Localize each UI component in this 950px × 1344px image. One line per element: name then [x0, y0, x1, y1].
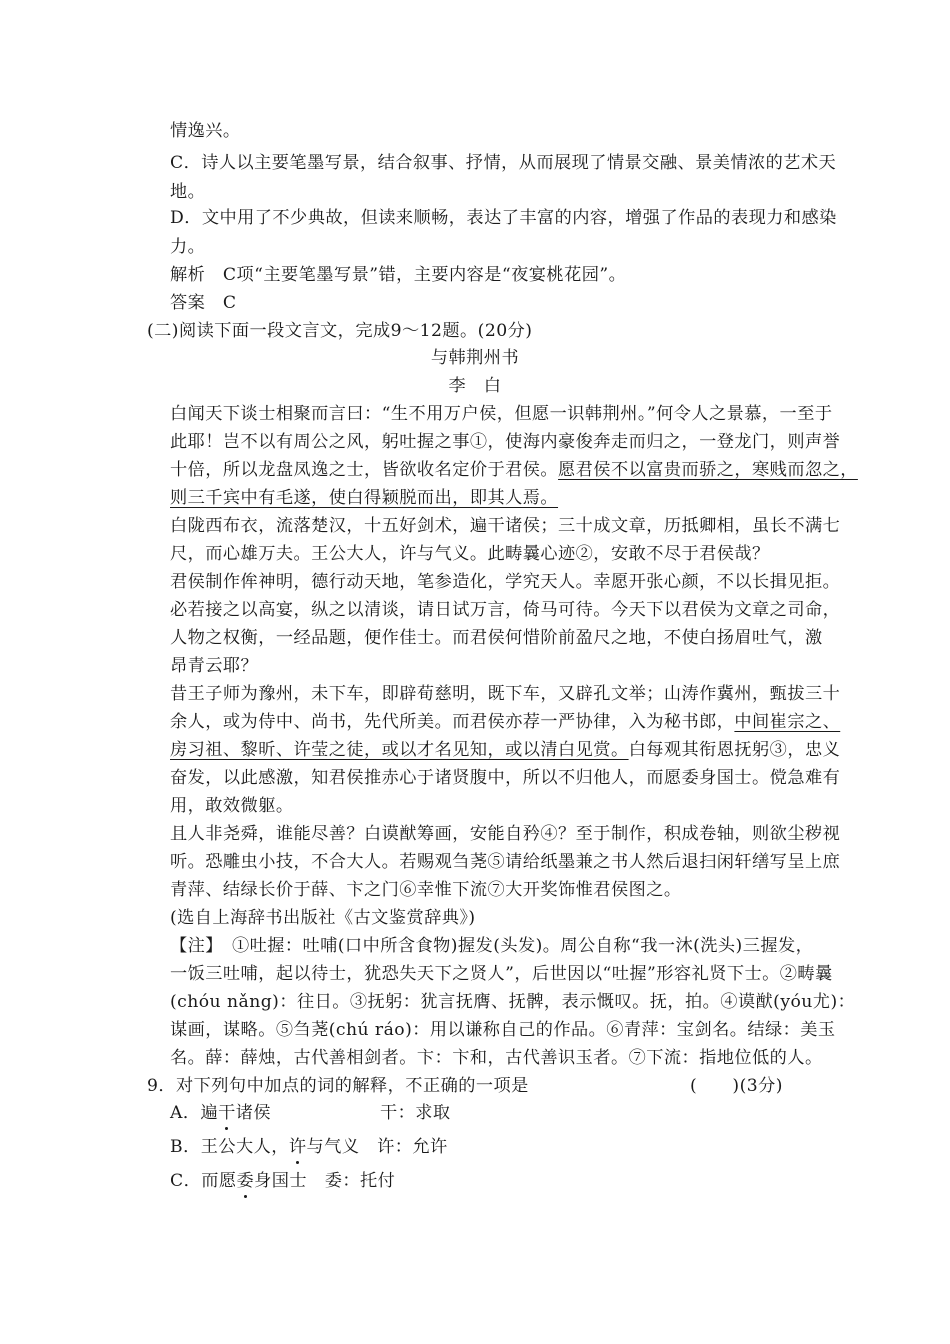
answer-blank: ( )(3分) — [690, 1076, 783, 1096]
option-a: A．遍干诸侯 — [170, 1103, 272, 1123]
passage-line: 听。恐雕虫小技，不合大人。若赐观刍荛⑤请给纸墨兼之书人然后退扫闲轩缮写呈上庶 — [170, 852, 841, 872]
note-line: 名。薛：薛烛，古代善相剑者。卞：卞和，古代善识玉者。⑦下流：指地位低的人。 — [170, 1048, 823, 1068]
passage-line: 必若接之以高宴，纵之以清谈，请日试万言，倚马可待。今天下以君侯为文章之司命， — [170, 600, 841, 620]
passage-line: 奋发，以此感激，知君侯推赤心于诸贤腹中，所以不归他人，而愿委身国士。傥急难有 — [170, 768, 841, 788]
passage-line — [170, 487, 558, 509]
passage-line: 用，敢效微躯。 — [170, 796, 294, 816]
passage-line: 君侯制作侔神明，德行动天地，笔参造化，学究天人。幸愿开张心颜，不以长揖见拒。 — [170, 572, 841, 592]
source-line: (选自上海辞书出版社《古文鉴赏辞典》) — [170, 908, 476, 928]
question-9: 9．对下列句中加点的词的解释，不正确的一项是 — [147, 1076, 529, 1096]
passage-line: 人物之权衡，一经品题，便作佳士。而君侯何惜阶前盈尺之地，不使白扬眉吐气，激 — [170, 628, 823, 648]
dotted-char: 许 — [288, 1137, 307, 1157]
passage-line: 青萍、结绿长价于薛、卞之门⑥幸惟下流⑦大开奖饰惟君侯图之。 — [170, 880, 682, 900]
passage-line: 昔王子师为豫州，未下车，即辟荀慈明，既下车，又辟孔文举；山涛作冀州，甄拔三十 — [170, 684, 841, 704]
text-line: 地。 — [170, 182, 206, 202]
note-line: (chóu nǎng)：往日。③抚躬：犹言抚膺、抚髀，表示慨叹。抚，拍。④谟猷(yóu尤)： — [170, 992, 856, 1012]
essay-author: 李 白 — [448, 376, 502, 396]
option-d-line: D．文中用了不少典故，但读来顺畅，表达了丰富的内容，增强了作品的表现力和感染 — [170, 208, 837, 228]
analysis-line: 解析 C项“主要笔墨写景”错，主要内容是“夜宴桃花园”。 — [170, 265, 627, 285]
passage-line: 余人，或为侍中、尚书，先代所美。而君侯亦荐一严协律，入为秘书郎，中间崔宗之、 — [170, 712, 841, 732]
underlined-sentence: 房习祖、黎昕、许莹之徒，或以才名见知，或以清白见赏。 — [170, 740, 629, 760]
essay-title: 与韩荆州书 — [430, 348, 520, 368]
note-line: 谋画，谋略。⑤刍荛(chú ráo)：用以谦称自己的作品。⑥青萍：宝剑名。结绿：美玉 — [170, 1020, 836, 1040]
note-line: 【注】 ①吐握：吐哺(口中所含食物)握发(头发)。周公自称“我一沐(洗头)三握发， — [170, 936, 814, 956]
passage-line: 且人非尧舜，谁能尽善？白谟猷筹画，安能自矜④？至于制作，积成卷轴，则欲尘秽视 — [170, 824, 841, 844]
option-c: C．而愿委身国士 委：托付 — [170, 1171, 396, 1191]
underlined-sentence: 则三千宾中有毛遂，使白得颖脱而出，即其人焉。 — [170, 488, 559, 508]
passage-line: 白闻天下谈士相聚而言曰：“生不用万户侯，但愿一识韩荆州。”何令人之景慕，一至于 — [170, 404, 833, 424]
text-line: 情逸兴。 — [170, 121, 241, 141]
passage-line: 房习祖、黎昕、许莹之徒，或以才名见知，或以清白见赏。白每观其衔恩抚躬③，忠义 — [170, 740, 841, 760]
text-line: 力。 — [170, 237, 206, 257]
passage-line: 白陇西布衣，流落楚汉，十五好剑术，遍干诸侯；三十成文章，历抵卿相，虽长不满七 — [170, 516, 841, 536]
note-line: 一饭三吐哺，起以待士，犹恐失天下之贤人”，后世因以“吐握”形容礼贤下士。②畴曩 — [170, 964, 833, 984]
passage-line: 昂青云耶？ — [170, 656, 259, 676]
section-heading: (二)阅读下面一段文言文，完成9～12题。(20分) — [147, 321, 533, 341]
underlined-sentence: 中间崔宗之、 — [734, 712, 841, 732]
option-a-gloss: 干：求取 — [380, 1103, 451, 1123]
dotted-char: 委 — [236, 1171, 255, 1191]
answer-line: 答案 C — [170, 293, 237, 313]
option-c-line: C．诗人以主要笔墨写景，结合叙事、抒情，从而展现了情景交融、景美情浓的艺术天 — [170, 153, 837, 173]
passage-line: 十倍，所以龙盘凤逸之士，皆欲收名定价于君侯。愿君侯不以富贵而骄之，寒贱而忽之， — [170, 460, 858, 480]
option-b: B．王公大人，许与气义 许：允许 — [170, 1137, 448, 1157]
option-b-gloss: 许：允许 — [377, 1137, 448, 1157]
passage-line: 尺，而心雄万夫。王公大人，许与气义。此畴曩心迹②，安敢不尽于君侯哉？ — [170, 544, 770, 564]
dotted-char: 干 — [218, 1103, 236, 1123]
passage-line: 此耶！岂不以有周公之风，躬吐握之事①，使海内豪俊奔走而归之，一登龙门，则声誉 — [170, 432, 841, 452]
option-c-gloss: 委：托付 — [324, 1171, 396, 1191]
underlined-sentence: 愿君侯不以富贵而骄之，寒贱而忽之， — [558, 460, 858, 480]
